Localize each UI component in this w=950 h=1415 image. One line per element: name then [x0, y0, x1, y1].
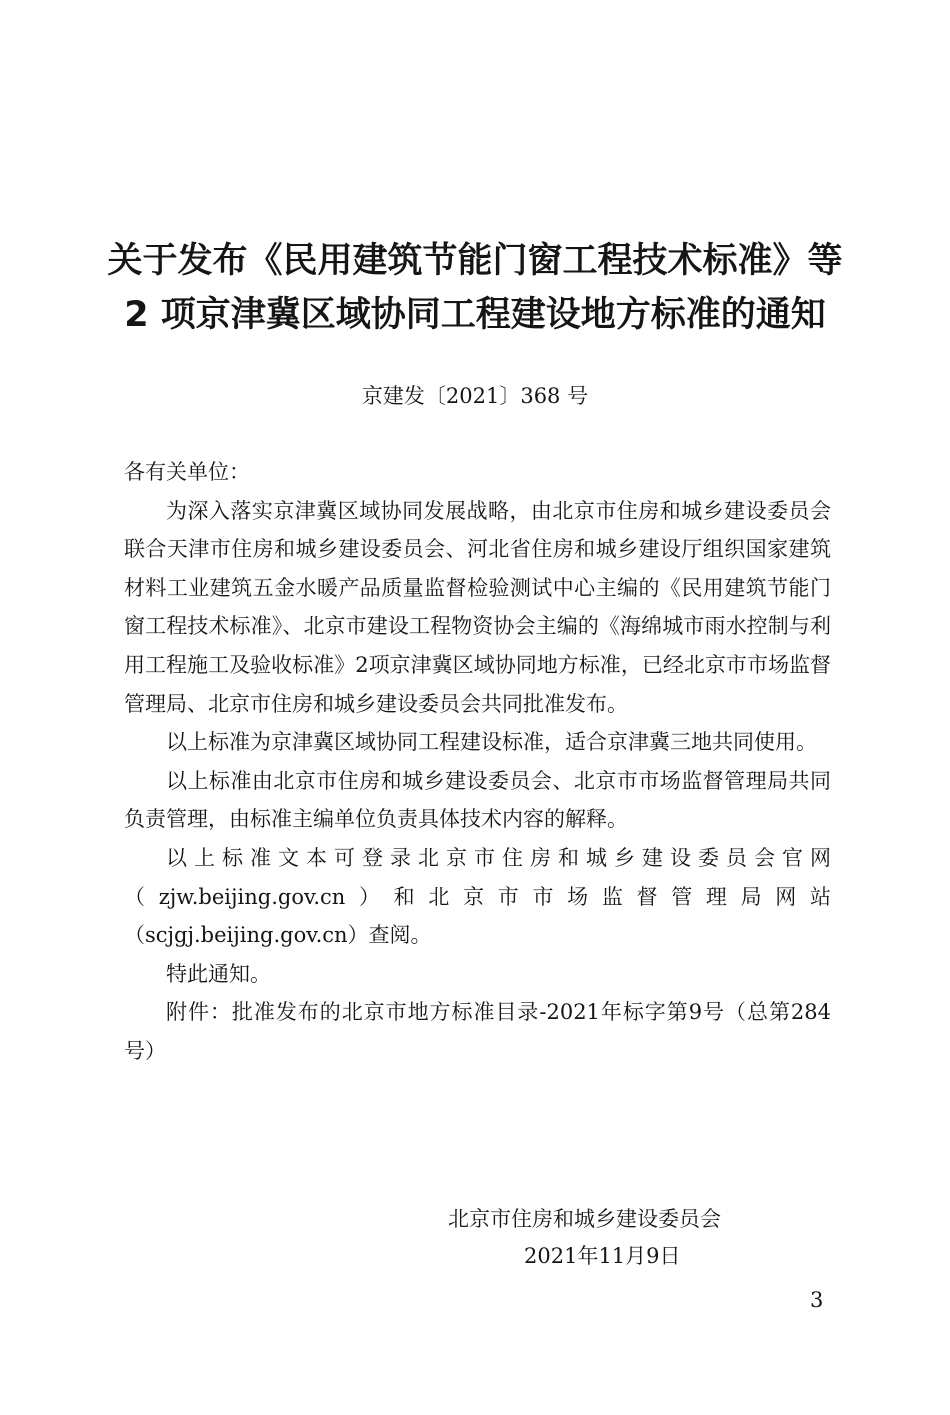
document-number: 京建发〔2021〕368 号 [361, 384, 589, 408]
paragraph-attachment: 附件：批准发布的北京市地方标准目录-2021年标字第9号（总第284号） [124, 1000, 831, 1063]
salutation: 各有关单位： [124, 460, 250, 484]
paragraph-background: 为深入落实京津冀区域协同发展战略，由北京市住房和城乡建设委员会联合天津市住房和城乡建设委员会、河北省住房和城乡建设厅组织国家建筑材料工业建筑五金水暖产品质量监督检验测试中心主编的《民用建筑节能门窗工程技术标准》、北京市建设工程物资协会主编的《海绵城市雨水控制与利用工程施工及验收标准》2项京津冀区域协同地方标准，已经北京市市场监督管理局、北京市住房和城乡建设委员会共同批准发布。 [124, 498, 831, 716]
paragraph-management: 以上标准由北京市住房和城乡建设委员会、北京市市场监督管理局共同负责管理，由标准主编单位负责具体技术内容的解释。 [124, 768, 831, 832]
notice-title-line-1: 关于发布《民用建筑节能门窗工程技术标准》等 [107, 241, 843, 281]
paragraph-closing: 特此通知。 [166, 961, 271, 986]
paragraph-applicability: 以上标准为京津冀区域协同工程建设标准，适合京津冀三地共同使用。 [166, 730, 817, 755]
notice-title-line-2: 2 项京津冀区域协同工程建设地方标准的通知 [124, 295, 826, 335]
issue-date: 2021年11月9日 [524, 1244, 681, 1268]
paragraph-access: 以上标准文本可登录北京市住房和城乡建设委员会官网（zjw.beijing.gov.cn）和北京市市场监督管理局网站（scjgj.beijing.gov.cn）查阅。 [124, 845, 831, 948]
issuing-organization: 北京市住房和城乡建设委员会 [448, 1207, 721, 1231]
page-number: 3 [810, 1288, 824, 1312]
